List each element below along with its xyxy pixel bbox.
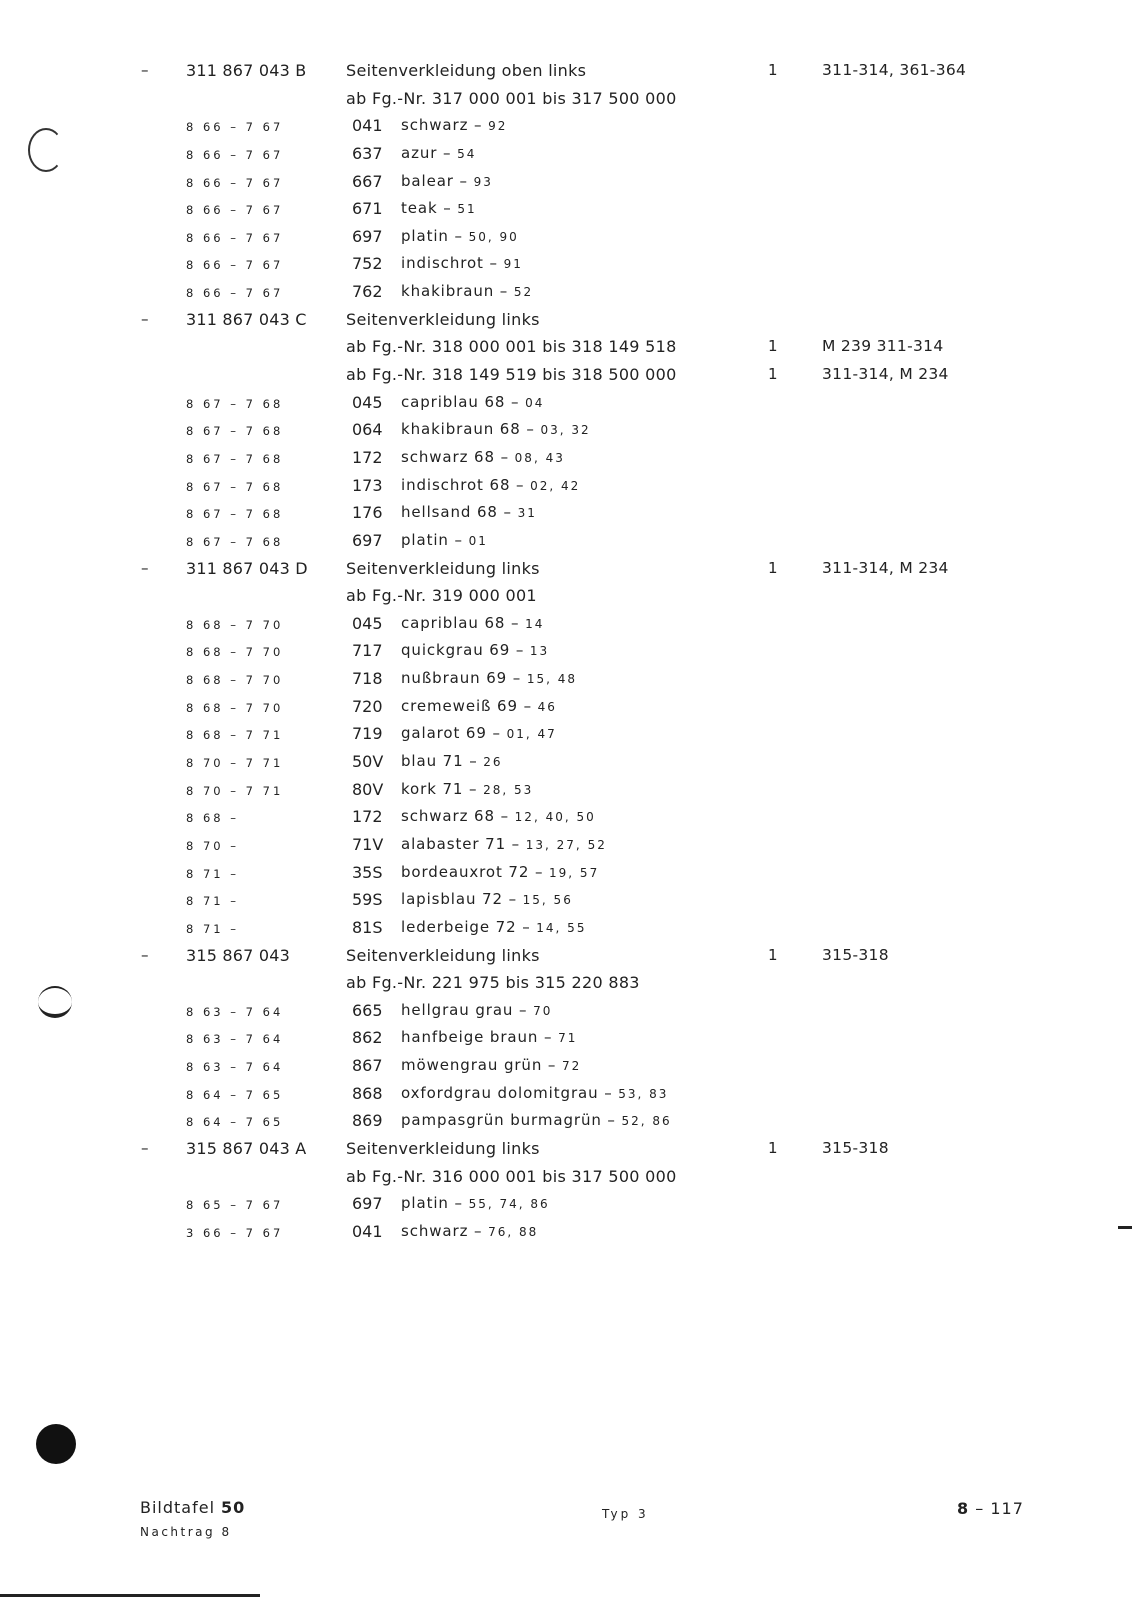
model-refs: 51 bbox=[457, 202, 477, 217]
model-refs: 28, 53 bbox=[483, 782, 534, 797]
table-row bbox=[0, 1107, 1132, 1135]
quantity: 1 bbox=[768, 365, 778, 384]
row-dash: – bbox=[141, 61, 149, 79]
table-row bbox=[0, 776, 1132, 804]
color-name-text: capriblau 68 – bbox=[401, 613, 520, 632]
color-name bbox=[401, 1111, 672, 1129]
model-refs: 53, 83 bbox=[618, 1086, 669, 1101]
model-refs: 46 bbox=[537, 699, 557, 714]
color-name bbox=[401, 641, 549, 659]
row-dash: – bbox=[141, 558, 149, 577]
quantity: 1 bbox=[768, 945, 778, 964]
model-refs: 31 bbox=[517, 506, 537, 521]
color-name-text: hellsand 68 – bbox=[401, 503, 512, 522]
color-name bbox=[401, 282, 533, 300]
color-name bbox=[401, 835, 607, 853]
part-number: 315 867 043 A bbox=[186, 1138, 307, 1158]
table-row bbox=[0, 306, 1132, 334]
color-name bbox=[401, 614, 544, 632]
table-row bbox=[0, 693, 1132, 721]
description: Seitenverkleidung links bbox=[346, 309, 540, 329]
color-name-text: galarot 69 – bbox=[401, 724, 501, 743]
model-refs: 54 bbox=[457, 146, 477, 161]
color-name bbox=[401, 780, 533, 798]
supplement-label: Nachtrag 8 bbox=[140, 1525, 232, 1539]
table-row bbox=[0, 527, 1132, 555]
description: Seitenverkleidung links bbox=[346, 1138, 540, 1158]
date-range: 8 68 – 7 71 bbox=[186, 728, 284, 743]
date-range: 8 68 – 7 70 bbox=[186, 673, 284, 688]
row-dash: – bbox=[141, 309, 149, 328]
model-refs: 02, 42 bbox=[530, 478, 581, 493]
color-name-text: khakibraun – bbox=[401, 282, 509, 301]
color-name bbox=[401, 531, 488, 549]
table-row bbox=[0, 168, 1132, 196]
date-range: 8 71 – bbox=[186, 921, 240, 936]
model-refs: 52, 86 bbox=[621, 1114, 672, 1129]
reference: 311-314, M 234 bbox=[822, 365, 949, 384]
table-row bbox=[0, 278, 1132, 306]
color-name bbox=[401, 752, 503, 770]
color-name-text: lapisblau 72 – bbox=[401, 890, 517, 909]
table-row bbox=[0, 555, 1132, 583]
model-refs: 52 bbox=[513, 285, 534, 300]
color-code: 35S bbox=[352, 862, 383, 882]
table-row bbox=[0, 1135, 1132, 1163]
color-code: 064 bbox=[352, 420, 383, 440]
table-row bbox=[0, 57, 1132, 85]
model-refs: 14, 55 bbox=[536, 920, 587, 935]
color-name-text: hanfbeige braun – bbox=[401, 1028, 553, 1047]
color-name bbox=[401, 503, 537, 521]
date-range: 8 66 – 7 67 bbox=[186, 203, 284, 218]
model-refs: 13 bbox=[529, 644, 550, 659]
color-name-text: schwarz – bbox=[401, 116, 483, 135]
color-name bbox=[401, 669, 577, 687]
date-range: 8 67 – 7 68 bbox=[186, 451, 284, 466]
color-code: 80V bbox=[352, 779, 384, 799]
color-name-text: bordeauxrot 72 – bbox=[401, 862, 544, 881]
color-name-text: platin – bbox=[401, 530, 463, 549]
vehicle-type: Typ 3 bbox=[602, 1507, 649, 1521]
color-code: 667 bbox=[352, 171, 383, 191]
reference: 315-318 bbox=[822, 1138, 889, 1157]
table-row bbox=[0, 416, 1132, 444]
color-name bbox=[401, 116, 507, 134]
table-row bbox=[0, 914, 1132, 942]
color-code: 71V bbox=[352, 834, 384, 854]
quantity: 1 bbox=[768, 558, 778, 577]
scan-edge-line bbox=[0, 1594, 260, 1597]
table-row bbox=[0, 85, 1132, 113]
date-range: 8 66 – 7 67 bbox=[186, 286, 284, 301]
color-name-text: indischrot – bbox=[401, 254, 498, 273]
color-name bbox=[401, 172, 493, 190]
color-name-text: nußbraun 69 – bbox=[401, 669, 522, 688]
color-code: 720 bbox=[352, 696, 383, 716]
color-name-text: schwarz 68 – bbox=[401, 447, 509, 466]
part-number: 315 867 043 bbox=[186, 945, 290, 965]
scan-artifact-arc bbox=[28, 128, 64, 172]
color-code: 697 bbox=[352, 1194, 383, 1214]
date-range: 8 67 – 7 68 bbox=[186, 424, 284, 439]
page-section: 8 bbox=[957, 1499, 970, 1518]
model-refs: 08, 43 bbox=[514, 450, 565, 465]
date-range: 8 70 – bbox=[186, 838, 240, 853]
color-name-text: schwarz 68 – bbox=[401, 807, 509, 826]
date-range: 8 68 – bbox=[186, 811, 240, 826]
date-range: 8 63 – 7 64 bbox=[186, 1004, 284, 1019]
color-name bbox=[401, 697, 557, 715]
date-range: 8 67 – 7 68 bbox=[186, 534, 284, 549]
row-dash: – bbox=[141, 1138, 149, 1157]
model-refs: 91 bbox=[503, 257, 523, 272]
date-range: 8 67 – 7 68 bbox=[186, 507, 284, 522]
description: ab Fg.-Nr. 318 149 519 bis 318 500 000 bbox=[346, 365, 677, 385]
model-refs: 15, 56 bbox=[522, 893, 573, 908]
model-refs: 19, 57 bbox=[549, 865, 600, 880]
model-refs: 14 bbox=[525, 616, 545, 631]
table-row bbox=[0, 748, 1132, 776]
table-row bbox=[0, 361, 1132, 389]
parts-list bbox=[0, 57, 1132, 1246]
table-row bbox=[0, 1024, 1132, 1052]
table-row bbox=[0, 195, 1132, 223]
color-name bbox=[401, 1084, 668, 1102]
model-refs: 04 bbox=[525, 395, 545, 410]
color-name-text: pampasgrün burmagrün – bbox=[401, 1111, 616, 1130]
color-name bbox=[401, 393, 544, 411]
part-number: 311 867 043 C bbox=[186, 309, 307, 329]
color-code: 81S bbox=[352, 917, 383, 937]
color-code: 041 bbox=[352, 1221, 383, 1241]
date-range: 8 64 – 7 65 bbox=[186, 1087, 284, 1102]
table-row bbox=[0, 472, 1132, 500]
color-code: 665 bbox=[352, 1000, 383, 1020]
date-range: 8 71 – bbox=[186, 866, 240, 881]
color-code: 869 bbox=[352, 1111, 383, 1131]
date-range: 8 70 – 7 71 bbox=[186, 756, 284, 771]
table-row bbox=[0, 997, 1132, 1025]
reference: M 239 311-314 bbox=[822, 337, 944, 356]
color-name-text: teak – bbox=[401, 199, 452, 218]
reference: 311-314, 361-364 bbox=[822, 61, 967, 79]
model-refs: 92 bbox=[488, 119, 508, 134]
color-name bbox=[401, 1056, 581, 1074]
color-name bbox=[401, 1222, 538, 1240]
model-refs: 03, 32 bbox=[540, 423, 591, 438]
color-name-text: blau 71 – bbox=[401, 752, 478, 771]
description: Seitenverkleidung oben links bbox=[346, 61, 587, 80]
color-code: 045 bbox=[352, 613, 383, 633]
date-range: 8 68 – 7 70 bbox=[186, 617, 284, 632]
part-number: 311 867 043 B bbox=[186, 61, 307, 80]
color-code: 176 bbox=[352, 503, 383, 523]
description: ab Fg.-Nr. 316 000 001 bis 317 500 000 bbox=[346, 1166, 677, 1186]
date-range: 3 66 – 7 67 bbox=[186, 1225, 284, 1240]
description: Seitenverkleidung links bbox=[346, 945, 540, 965]
model-refs: 26 bbox=[483, 755, 503, 770]
table-row bbox=[0, 831, 1132, 859]
color-name-text: lederbeige 72 – bbox=[401, 917, 531, 936]
color-code: 172 bbox=[352, 807, 383, 827]
color-name bbox=[401, 254, 523, 272]
model-refs: 01, 47 bbox=[506, 727, 557, 742]
color-name-text: oxfordgrau dolomitgrau – bbox=[401, 1083, 613, 1102]
date-range: 8 66 – 7 67 bbox=[186, 147, 284, 162]
date-range: 8 66 – 7 67 bbox=[186, 258, 284, 273]
model-refs: 72 bbox=[562, 1059, 582, 1074]
table-row bbox=[0, 665, 1132, 693]
color-name bbox=[401, 1028, 577, 1046]
color-code: 671 bbox=[352, 199, 383, 219]
color-name-text: platin – bbox=[401, 1194, 463, 1213]
color-code: 045 bbox=[352, 392, 383, 412]
row-dash: – bbox=[141, 945, 149, 964]
model-refs: 12, 40, 50 bbox=[514, 810, 596, 825]
color-name-text: indischrot 68 – bbox=[401, 475, 525, 494]
scan-edge-dash bbox=[1118, 1226, 1132, 1229]
page-number bbox=[957, 1499, 1024, 1518]
quantity: 1 bbox=[768, 1138, 778, 1157]
color-name bbox=[401, 1194, 550, 1212]
color-name bbox=[401, 724, 557, 742]
color-code: 752 bbox=[352, 254, 383, 274]
color-code: 868 bbox=[352, 1083, 383, 1103]
model-refs: 01 bbox=[468, 533, 488, 548]
color-name bbox=[401, 863, 599, 881]
date-range: 8 66 – 7 67 bbox=[186, 230, 284, 245]
color-code: 041 bbox=[352, 116, 383, 136]
table-row bbox=[0, 1080, 1132, 1108]
color-name-text: alabaster 71 – bbox=[401, 834, 521, 853]
date-range: 8 68 – 7 70 bbox=[186, 700, 284, 715]
table-row bbox=[0, 582, 1132, 610]
reference: 311-314, M 234 bbox=[822, 558, 949, 577]
description: ab Fg.-Nr. 319 000 001 bbox=[346, 586, 537, 606]
description: ab Fg.-Nr. 221 975 bis 315 220 883 bbox=[346, 973, 640, 993]
scan-artifact-swirl bbox=[38, 986, 72, 1018]
model-refs: 76, 88 bbox=[488, 1224, 539, 1239]
table-row bbox=[0, 886, 1132, 914]
color-code: 637 bbox=[352, 143, 383, 163]
table-row bbox=[0, 803, 1132, 831]
color-name-text: quickgrau 69 – bbox=[401, 641, 525, 660]
reference: 315-318 bbox=[822, 945, 889, 964]
color-name bbox=[401, 807, 596, 825]
model-refs: 13, 27, 52 bbox=[525, 837, 607, 852]
color-name bbox=[401, 420, 591, 438]
color-code: 697 bbox=[352, 530, 383, 550]
color-code: 719 bbox=[352, 724, 383, 744]
color-code: 762 bbox=[352, 282, 383, 302]
date-range: 8 67 – 7 68 bbox=[186, 396, 284, 411]
page-separator: – bbox=[975, 1499, 985, 1518]
table-row bbox=[0, 1163, 1132, 1191]
model-refs: 50, 90 bbox=[468, 229, 519, 244]
table-row bbox=[0, 610, 1132, 638]
color-name bbox=[401, 448, 565, 466]
color-name-text: möwengrau grün – bbox=[401, 1056, 557, 1075]
table-row bbox=[0, 859, 1132, 887]
color-name-text: schwarz – bbox=[401, 1221, 483, 1240]
date-range: 8 71 – bbox=[186, 894, 240, 909]
punch-hole-mark bbox=[36, 1424, 76, 1464]
date-range: 8 65 – 7 67 bbox=[186, 1198, 284, 1213]
table-row bbox=[0, 499, 1132, 527]
date-range: 8 66 – 7 67 bbox=[186, 175, 284, 190]
table-row bbox=[0, 1190, 1132, 1218]
color-name-text: hellgrau grau – bbox=[401, 1000, 528, 1019]
model-refs: 55, 74, 86 bbox=[468, 1197, 550, 1212]
color-code: 718 bbox=[352, 669, 383, 689]
color-code: 717 bbox=[352, 641, 383, 661]
color-code: 172 bbox=[352, 447, 383, 467]
color-name bbox=[401, 144, 476, 162]
plate-label: Bildtafel bbox=[140, 1498, 216, 1517]
color-name bbox=[401, 1001, 552, 1019]
color-code: 862 bbox=[352, 1028, 383, 1048]
quantity: 1 bbox=[768, 61, 778, 79]
color-code: 173 bbox=[352, 475, 383, 495]
table-row bbox=[0, 637, 1132, 665]
date-range: 8 64 – 7 65 bbox=[186, 1115, 284, 1130]
table-row bbox=[0, 969, 1132, 997]
date-range: 8 66 – 7 67 bbox=[186, 120, 284, 135]
table-row bbox=[0, 389, 1132, 417]
date-range: 8 70 – 7 71 bbox=[186, 783, 284, 798]
color-code: 697 bbox=[352, 226, 383, 246]
color-name bbox=[401, 227, 519, 245]
color-name bbox=[401, 890, 573, 908]
table-row bbox=[0, 140, 1132, 168]
model-refs: 93 bbox=[473, 174, 493, 189]
table-row bbox=[0, 223, 1132, 251]
color-name-text: khakibraun 68 – bbox=[401, 420, 535, 439]
color-code: 50V bbox=[352, 752, 384, 772]
table-row bbox=[0, 444, 1132, 472]
date-range: 8 63 – 7 64 bbox=[186, 1032, 284, 1047]
description: ab Fg.-Nr. 318 000 001 bis 318 149 518 bbox=[346, 337, 677, 357]
part-number: 311 867 043 D bbox=[186, 558, 308, 578]
table-row bbox=[0, 1052, 1132, 1080]
color-name-text: platin – bbox=[401, 226, 463, 245]
table-row bbox=[0, 112, 1132, 140]
model-refs: 70 bbox=[533, 1003, 553, 1018]
description: Seitenverkleidung links bbox=[346, 558, 540, 578]
color-name-text: balear – bbox=[401, 171, 468, 190]
model-refs: 15, 48 bbox=[526, 672, 578, 687]
quantity: 1 bbox=[768, 337, 778, 356]
color-code: 59S bbox=[352, 890, 383, 910]
table-row bbox=[0, 250, 1132, 278]
color-name-text: kork 71 – bbox=[401, 779, 478, 798]
description: ab Fg.-Nr. 317 000 001 bis 317 500 000 bbox=[346, 88, 677, 108]
date-range: 8 67 – 7 68 bbox=[186, 479, 284, 494]
color-name bbox=[401, 476, 580, 494]
date-range: 8 63 – 7 64 bbox=[186, 1060, 284, 1075]
table-row bbox=[0, 1218, 1132, 1246]
date-range: 8 68 – 7 70 bbox=[186, 645, 284, 660]
model-refs: 71 bbox=[558, 1031, 578, 1046]
color-name bbox=[401, 918, 586, 936]
color-code: 867 bbox=[352, 1056, 383, 1076]
color-name bbox=[401, 199, 477, 217]
table-row bbox=[0, 720, 1132, 748]
page-number-value: 117 bbox=[990, 1499, 1024, 1518]
color-name-text: capriblau 68 – bbox=[401, 392, 520, 411]
footer-plate bbox=[140, 1498, 245, 1539]
color-name-text: azur – bbox=[401, 143, 452, 162]
color-name-text: cremeweiß 69 – bbox=[401, 696, 532, 715]
table-row bbox=[0, 333, 1132, 361]
table-row bbox=[0, 942, 1132, 970]
plate-number: 50 bbox=[221, 1498, 246, 1517]
